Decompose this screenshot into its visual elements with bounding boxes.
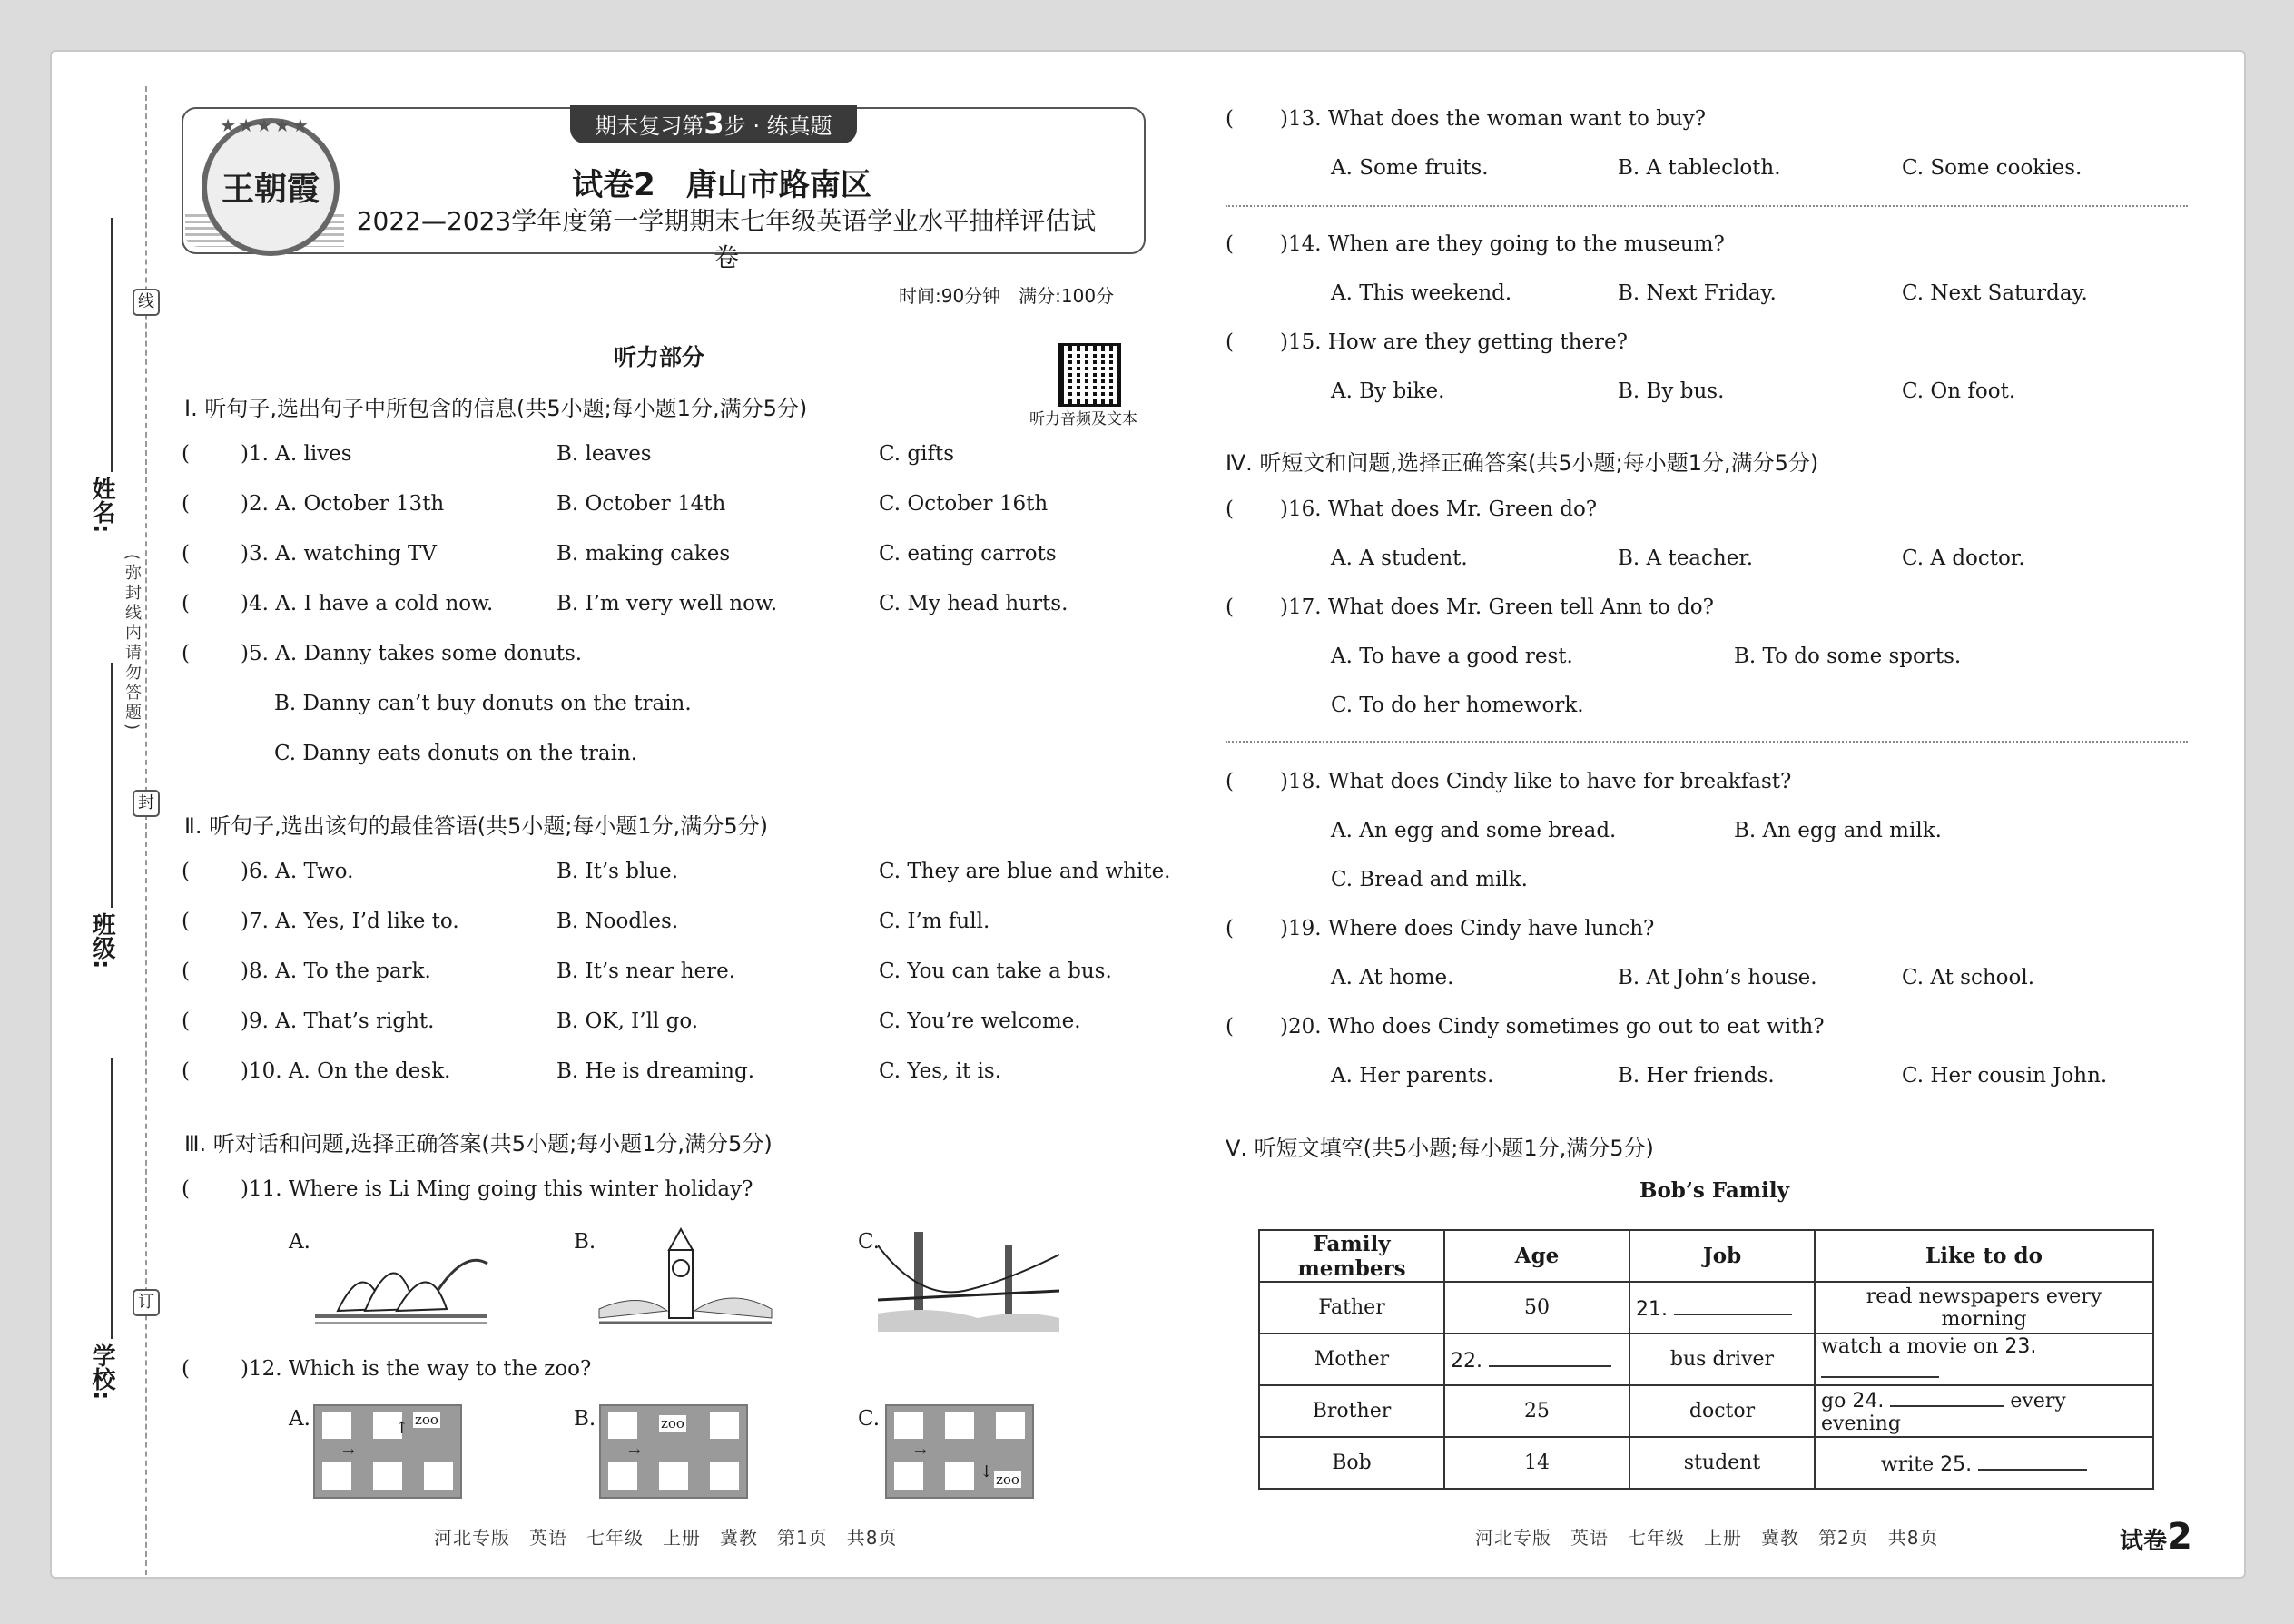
q2-option-c: C. October 16th [879,492,1049,516]
cell-member: Father [1259,1282,1444,1334]
golden-gate-bridge-picture[interactable] [878,1227,1059,1332]
q19-paren[interactable]: ( [1226,917,1234,940]
q15-option-b: B. By bus. [1618,379,1725,403]
col-header-age: Age [1444,1230,1629,1282]
divider-dotted [1226,741,2188,743]
q4-option-b: B. I’m very well now. [556,592,778,615]
q13-option-b: B. A tablecloth. [1618,156,1781,180]
q4-option-a: )4. A. I have a cold now. [241,592,494,615]
q11-label-c: C. [858,1230,881,1254]
q15-paren[interactable]: ( [1226,330,1234,354]
route-map-c[interactable] [885,1404,1034,1499]
table-title: Bob’s Family [1639,1178,1789,1203]
q16-option-c: C. A doctor. [1902,546,2025,570]
q12-label-c: C. [858,1407,881,1431]
q14-question: )14. When are they going to the museum? [1280,232,1725,256]
listening-title: 听力部分 [614,344,705,370]
q5-option-b: B. Danny can’t buy donuts on the train. [274,692,692,715]
blank-24[interactable]: go 24. every evening [1815,1385,2153,1437]
blank-22[interactable]: 22. [1444,1334,1629,1385]
q10-paren[interactable]: ( [182,1059,190,1083]
q5-paren[interactable]: ( [182,642,190,665]
q17-question: )17. What does Mr. Green tell Ann to do? [1280,595,1714,619]
cell-member: Mother [1259,1334,1444,1385]
q20-paren[interactable]: ( [1226,1015,1234,1038]
time-score-info: 时间:90分钟 满分:100分 [899,285,1115,307]
q15-question: )15. How are they getting there? [1280,330,1628,354]
school-field[interactable] [111,1058,113,1339]
q16-option-b: B. A teacher. [1618,546,1754,570]
table-row [1259,1385,2153,1437]
cell-job: student [1629,1437,1815,1489]
q8-option-c: C. You can take a bus. [879,960,1112,983]
cell-like: read newspapers every morning [1815,1282,2153,1334]
q8-option-a: )8. A. To the park. [241,960,431,983]
table-header-row [1259,1230,2153,1282]
q2-option-b: B. October 14th [556,492,726,516]
q3-option-c: C. eating carrots [879,542,1057,566]
paper-number-label: 试卷2 [2120,1516,2192,1558]
arrow-down-icon: ↓ [980,1462,994,1481]
q6-option-b: B. It’s blue. [556,860,679,883]
divider-dotted [1226,205,2188,207]
zoo-label-b: zoo [661,1415,684,1432]
q14-option-b: B. Next Friday. [1618,281,1777,305]
q6-paren[interactable]: ( [182,860,190,883]
binding-note: (弥封线内请勿答题) [123,554,142,734]
q9-paren[interactable]: ( [182,1009,190,1033]
seal-bind-mark: 订 [133,1289,160,1316]
q8-option-b: B. It’s near here. [556,960,736,983]
footer-page-1: 河北专版 英语 七年级 上册 冀教 第1页 共8页 [434,1527,898,1549]
logo-stars-icon: ★★★★★ [220,114,310,136]
q14-option-a: A. This weekend. [1331,281,1512,305]
q17-option-c: C. To do her homework. [1331,694,1584,717]
q9-option-b: B. OK, I’ll go. [556,1009,699,1033]
q10-option-c: C. Yes, it is. [879,1059,1002,1083]
zoo-label-a: zoo [415,1412,438,1428]
paper-title: 试卷2 唐山市路南区 [572,167,871,203]
q7-option-c: C. I’m full. [879,910,990,933]
cell-job: doctor [1629,1385,1815,1437]
q3-option-a: )3. A. watching TV [241,542,437,566]
q14-option-c: C. Next Saturday. [1902,281,2088,305]
q17-paren[interactable]: ( [1226,595,1234,619]
q2-paren[interactable]: ( [182,492,190,516]
q3-option-b: B. making cakes [556,542,731,566]
q10-option-a: )10. A. On the desk. [241,1059,451,1083]
footer-page-2: 河北专版 英语 七年级 上册 冀教 第2页 共8页 [1475,1527,1939,1549]
q18-paren[interactable]: ( [1226,770,1234,793]
table-row [1259,1437,2153,1489]
q12-paren[interactable]: ( [182,1357,190,1381]
blank-25[interactable]: write 25. [1815,1437,2153,1489]
big-ben-picture[interactable] [595,1227,776,1332]
q1-option-c: C. gifts [879,442,955,466]
q16-option-a: A. A student. [1331,546,1468,570]
blank-21[interactable]: 21. [1629,1282,1815,1334]
q12-label-a: A. [289,1407,310,1431]
q8-paren[interactable]: ( [182,960,190,983]
publisher-logo: 王朝霞 [202,118,340,256]
section-3-heading: Ⅲ. 听对话和问题,选择正确答案(共5小题;每小题1分,满分5分) [184,1131,773,1156]
section-5-heading: Ⅴ. 听短文填空(共5小题;每小题1分,满分5分) [1226,1136,1654,1161]
class-label: 班级: [88,912,115,969]
q15-option-c: C. On foot. [1902,379,2016,403]
q19-option-b: B. At John’s house. [1618,966,1817,989]
class-field[interactable] [111,663,113,908]
seal-line-mark: 线 [133,289,160,316]
section-2-heading: Ⅱ. 听句子,选出该句的最佳答语(共5小题;每小题1分,满分5分) [184,813,768,839]
q4-option-c: C. My head hurts. [879,592,1068,615]
blank-23[interactable]: watch a movie on 23. [1815,1334,2153,1385]
q1-option-b: B. leaves [556,442,652,466]
arrow-right-icon: → [914,1442,927,1460]
q20-option-a: A. Her parents. [1331,1064,1494,1088]
q11-question: )11. Where is Li Ming going this winter holiday? [241,1177,753,1201]
q12-question: )12. Which is the way to the zoo? [241,1357,592,1381]
name-label: 姓名: [88,477,115,534]
q18-option-b: B. An egg and milk. [1734,819,1942,842]
q16-question: )16. What does Mr. Green do? [1280,497,1598,521]
q10-option-b: B. He is dreaming. [556,1059,755,1083]
q15-option-a: A. By bike. [1331,379,1445,403]
section-4-heading: Ⅳ. 听短文和问题,选择正确答案(共5小题;每小题1分,满分5分) [1226,450,1819,476]
q12-label-b: B. [574,1407,596,1431]
family-table [1258,1229,2154,1490]
q19-option-a: A. At home. [1331,966,1454,989]
q7-option-a: )7. A. Yes, I’d like to. [241,910,459,933]
table-row [1259,1282,2153,1334]
q6-option-a: )6. A. Two. [241,860,354,883]
review-step-tab: 期末复习第3步 · 练真题 [570,105,857,143]
cell-age: 14 [1444,1437,1629,1489]
cell-member: Brother [1259,1385,1444,1437]
route-map-a[interactable] [313,1404,462,1499]
route-map-b[interactable] [599,1404,748,1499]
q14-paren[interactable]: ( [1226,232,1234,256]
cell-age: 25 [1444,1385,1629,1437]
q11-label-a: A. [289,1230,310,1254]
cell-age: 50 [1444,1282,1629,1334]
q20-option-b: B. Her friends. [1618,1064,1775,1088]
q18-option-c: C. Bread and milk. [1331,868,1528,891]
seal-seal-mark: 封 [133,790,160,817]
q7-option-b: B. Noodles. [556,910,679,933]
col-header-members: Family members [1259,1230,1444,1282]
cell-member: Bob [1259,1437,1444,1489]
q20-option-c: C. Her cousin John. [1902,1064,2108,1088]
zoo-label-c: zoo [996,1471,1019,1488]
q11-paren[interactable]: ( [182,1177,190,1201]
q4-paren[interactable]: ( [182,592,190,615]
col-header-like: Like to do [1815,1230,2153,1282]
section-1-heading: Ⅰ. 听句子,选出句子中所包含的信息(共5小题;每小题1分,满分5分) [184,396,808,421]
qr-caption: 听力音频及文本 [1029,410,1137,428]
q9-option-c: C. You’re welcome. [879,1009,1081,1033]
col-header-job: Job [1629,1230,1815,1282]
q19-option-c: C. At school. [1902,966,2035,989]
q5-option-c: C. Danny eats donuts on the train. [274,742,638,765]
name-field[interactable] [111,218,113,472]
qr-code-icon[interactable] [1058,343,1121,407]
q1-option-a: )1. A. lives [241,442,352,466]
q2-option-a: )2. A. October 13th [241,492,445,516]
q6-option-c: C. They are blue and white. [879,860,1171,883]
q11-label-b: B. [574,1230,596,1254]
q17-option-b: B. To do some sports. [1734,645,1962,668]
arrow-up-icon: ↑ [395,1419,409,1438]
arrow-right-icon: → [342,1442,355,1460]
q13-option-c: C. Some cookies. [1902,156,2082,180]
q9-option-a: )9. A. That’s right. [241,1009,435,1033]
q20-question: )20. Who does Cindy sometimes go out to eat with? [1280,1015,1825,1038]
arrow-right-icon: → [628,1442,641,1460]
q7-paren[interactable]: ( [182,910,190,933]
q13-paren[interactable]: ( [1226,107,1234,131]
q19-question: )19. Where does Cindy have lunch? [1280,917,1655,940]
paper-subtitle: 2022—2023学年度第一学期期末七年级英语学业水平抽样评估试卷 [356,206,1097,272]
q18-option-a: A. An egg and some bread. [1331,819,1617,842]
q16-paren[interactable]: ( [1226,497,1234,521]
q1-paren[interactable]: ( [182,442,190,466]
q17-option-a: A. To have a good rest. [1331,645,1573,668]
school-label: 学校: [88,1343,115,1401]
q13-question: )13. What does the woman want to buy? [1280,107,1707,131]
q13-option-a: A. Some fruits. [1331,156,1489,180]
opera-house-picture[interactable] [310,1227,492,1332]
table-row [1259,1334,2153,1385]
q5-option-a: )5. A. Danny takes some donuts. [241,642,583,665]
q18-question: )18. What does Cindy like to have for breakfast? [1280,770,1792,793]
q3-paren[interactable]: ( [182,542,190,566]
cell-job: bus driver [1629,1334,1815,1385]
